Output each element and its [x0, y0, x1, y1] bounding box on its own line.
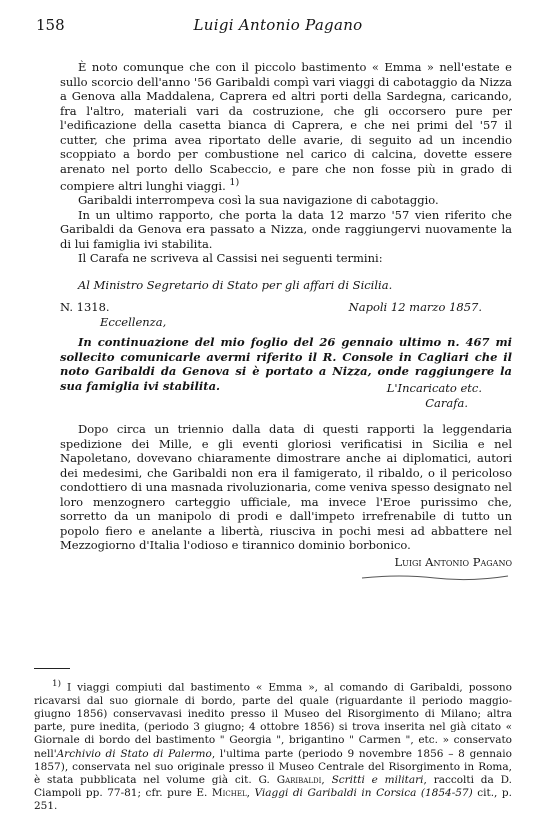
cited-work-1: Scritti e militari — [331, 773, 424, 786]
paragraph-1 — [60, 60, 512, 193]
letter-signature-title: L'Incaricato etc. — [386, 381, 482, 396]
page-number: 158 — [36, 16, 65, 34]
letter-heading: Al Ministro Segretario di Stato per gli affari di Sicilia. — [78, 277, 393, 292]
letter-salutation: Eccellenza, — [100, 314, 167, 329]
cited-work-2: Viaggi di Garibaldi in Corsica (1854-57) — [254, 787, 473, 800]
pencil-underline-mark — [360, 573, 510, 581]
cited-author-1: Garibaldi — [276, 773, 322, 786]
paragraph-3: In un ultimo rapporto, che porta la data 12 marzo '57 vien riferito che Garibaldi da Genova era passato a Nizza, onde raggiungervi nuovamente la di lui famiglia ivi stabilita. — [60, 207, 512, 251]
letter-signature-name: Carafa. — [425, 395, 468, 410]
archive-name: Archivio di Stato di Palermo — [56, 747, 212, 760]
footnote-reference: 1) — [229, 177, 240, 188]
letter-meta — [60, 300, 512, 315]
paragraph-5: Dopo circa un triennio dalla data di questi rapporti la leggendaria spedizione dei Mille, e gli eventi gloriosi verificatisi in Sicilia e nel Napoletano, dovevano chiaramente dimostrare anche ai diplomatici, autori dei medesimi, che Garibaldi non era il famigerato, il ribaldo, o il pericoloso condottiero di una masnada rivoluzionaria, come veniva spesso designato nel loro menzognero carteggio ufficiale, ma invece l'Eroe purissimo che, sorretto da un manipolo di prodi e dall'impeto irrefrenabile di tutto un popolo fiero e anelante a libertà, riusciva in pochi mesi ad abbattere nel Mezzogiorno d'Italia l'odioso e tirannico dominio borbonico. — [60, 422, 512, 553]
footnote — [34, 678, 512, 814]
paragraph-4: Il Carafa ne scriveva al Cassisi nei seguenti termini: — [78, 251, 383, 266]
author-signature: Luigi Antonio Pagano — [394, 554, 512, 569]
footnote-rule — [34, 668, 70, 669]
letter-body: In continuazione del mio foglio del 26 gennaio ultimo n. 467 mi sollecito comunicarle avermi riferito il R. Console in Cagliari che il noto Garibaldi da Genova si è portato a Nizza, onde raggiungere la sua famiglia ivi stabilita. — [60, 335, 512, 393]
main-text — [60, 60, 512, 569]
footnote-text: $^{1)}$ I viaggi compiuti dal bastimento « Emma », al comando di Garibaldi, possono ricavarsi dal suo giornale di bordo, parte del quale (riguardante il periodo maggio-giugno 1856) conservavasi inedito presso il Museo del Risorgimento di Milano; altra parte, pure inedita, (periodo 3 giugno; 4 ottobre 1856) si trova inserita nel già citato « Giornale di bordo del bastimento " Georgia ", brigantino " Carmen ", etc. » conservato nell'Archivio di Stato di Palermo, l'ultima parte (periodo 9 novembre 1856 – 8 gennaio 1857), conservata nel suo originale presso il Museo Centrale del Risorgimento in Roma, è stata pubblicata nel volume già cit. G. Garibaldi, Scritti e militari, raccolti da D. Ciampoli pp. 77-81; cfr. pure E. Michel, Viaggi di Garibaldi in Corsica (1854-57) cit., p. 251. — [34, 679, 513, 813]
paragraph-2: Garibaldi interrompeva così la sua navigazione di cabotaggio. — [78, 193, 439, 208]
letter-number: N. 1318. — [60, 300, 110, 315]
cited-author-2: Michel — [211, 787, 247, 800]
page-header — [36, 16, 520, 38]
running-head: Luigi Antonio Pagano — [193, 16, 363, 34]
letter-place-date: Napoli 12 marzo 1857. — [348, 300, 482, 315]
paragraph-1-text: È noto comunque che con il piccolo bastimento « Emma » nell'estate e sullo scorcio dell'anno '56 Garibaldi compì vari viaggi di cabotaggio da Nizza a Genova alla Maddalena, Caprera ed altri porti della Sardegna, caricando, fra l'altro, materiali vari da costruzione, che gli occorsero pure per l'edificazione della casetta bianca di Caprera, e che nei primi del '57 il cutter, che prima avea riportato delle avarie, di seguito ad un incendio scoppiato a bordo per combustione nel carico di calcina, dovette essere arenato nel porto dello Scabeccio, e pare che non fosse più in grado di compiere altri lunghi viaggi. — [60, 60, 512, 193]
footnote-mark: 1) — [52, 679, 61, 689]
